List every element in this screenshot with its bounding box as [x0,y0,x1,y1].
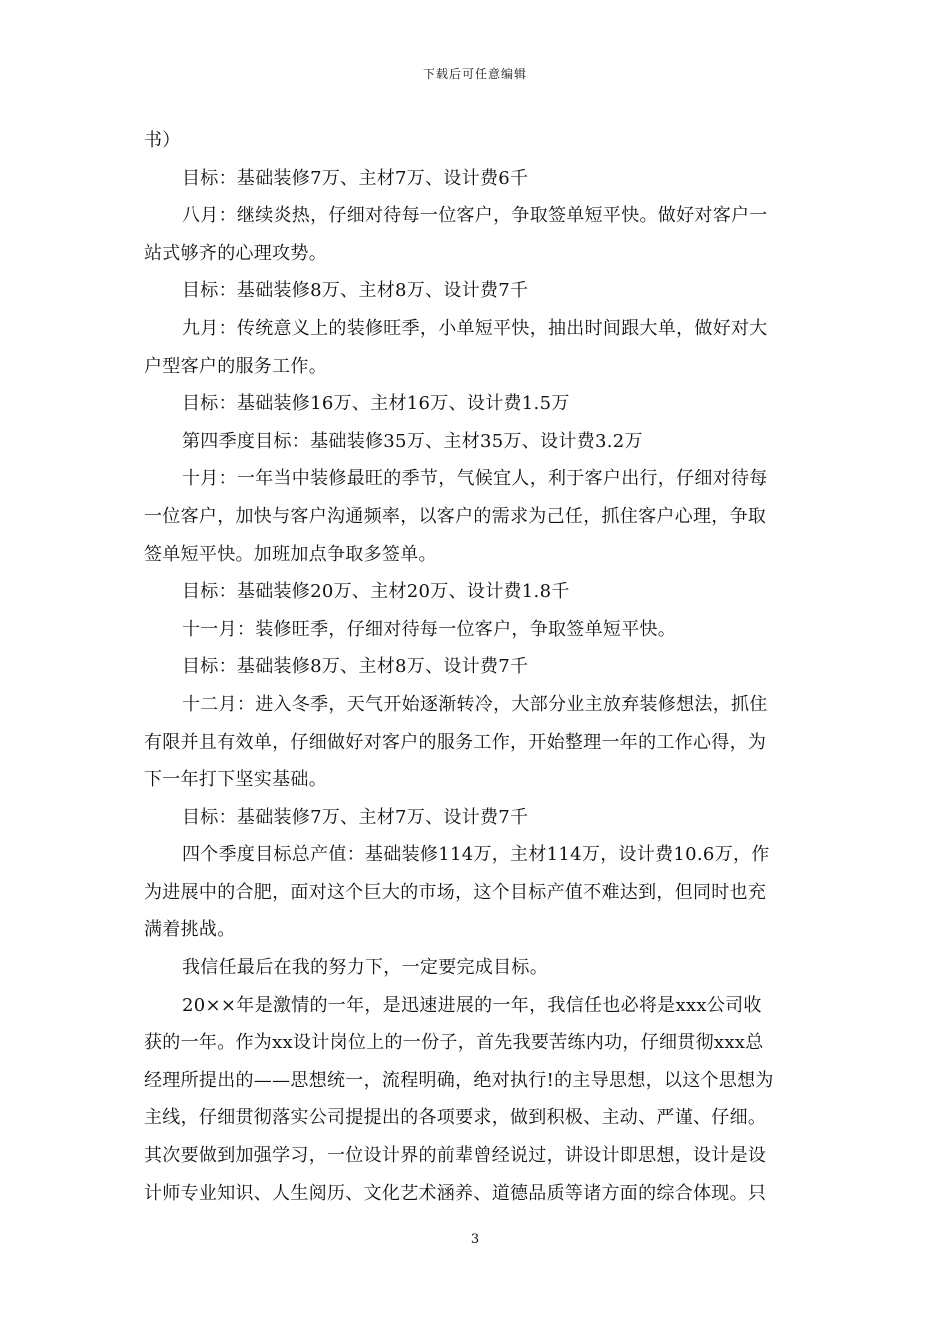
document-body [144,122,808,1212]
text-line: 书） [144,130,181,151]
text-line: 计师专业知识、人生阅历、文化艺术涵养、道德品质等诸方面的综合体现。只 [144,1182,767,1204]
text-line: 我信任最后在我的努力下，一定要完成目标。 [182,957,548,979]
text-line: 十一月：装修旺季，仔细对待每一位客户，争取签单短平快。 [182,618,677,640]
text-line: 满着挑战。 [144,919,236,941]
text-line: 下一年打下坚实基础。 [144,769,327,791]
text-line: 八月：继续炎热，仔细对待每一位客户，争取签单短平快。做好对客户一 [182,205,768,227]
text-line: 十二月：进入冬季，天气开始逐渐转冷，大部分业主放弃装修想法，抓住 [182,693,768,715]
text-line: 站式够齐的心理攻势。 [144,242,327,264]
text-line: 目标：基础装修7万、主材7万、设计费6千 [182,167,529,189]
text-line: 有限并且有效单，仔细做好对客户的服务工作，开始整理一年的工作心得，为 [144,731,767,753]
text-line: 签单短平快。加班加点争取多签单。 [144,543,437,565]
text-line: 目标：基础装修20万、主材20万、设计费1.8千 [182,581,570,603]
text-line: 目标：基础装修16万、主材16万、设计费1.5万 [182,393,570,415]
text-line: 九月：传统意义上的装修旺季，小单短平快，抽出时间跟大单，做好对大 [182,317,768,339]
text-line: 四个季度目标总产值：基础装修114万，主材114万，设计费10.6万，作 [182,844,770,866]
page-number: 3 [470,1232,480,1247]
text-line: 经理所提出的——思想统一，流程明确，绝对执行!的主导思想，以这个思想为 [144,1069,774,1091]
text-line: 户型客户的服务工作。 [144,355,327,377]
text-line: 目标：基础装修7万、主材7万、设计费7千 [182,806,529,828]
text-line: 获的一年。作为xx设计岗位上的一份子，首先我要苦练内功，仔细贯彻xxx总 [144,1032,764,1054]
text-line: 十月：一年当中装修最旺的季节，气候宜人，利于客户出行，仔细对待每 [182,468,768,490]
text-line: 20××年是激情的一年，是迅速进展的一年，我信任也必将是xxx公司收 [182,994,762,1016]
text-line: 第四季度目标：基础装修35万、主材35万、设计费3.2万 [182,430,643,452]
page-header: 下载后可任意编辑 [422,67,527,81]
text-line: 目标：基础装修8万、主材8万、设计费7千 [182,656,529,678]
text-line: 主线，仔细贯彻落实公司提提出的各项要求，做到积极、主动、严谨、仔细。 [144,1107,767,1129]
text-line: 一位客户，加快与客户沟通频率，以客户的需求为己任，抓住客户心理，争取 [144,505,767,527]
text-line: 为进展中的合肥，面对这个巨大的市场，这个目标产值不难达到，但同时也充 [144,881,767,903]
text-line: 其次要做到加强学习，一位设计界的前辈曾经说过，讲设计即思想，设计是设 [144,1145,767,1167]
text-line: 目标：基础装修8万、主材8万、设计费7千 [182,280,529,302]
